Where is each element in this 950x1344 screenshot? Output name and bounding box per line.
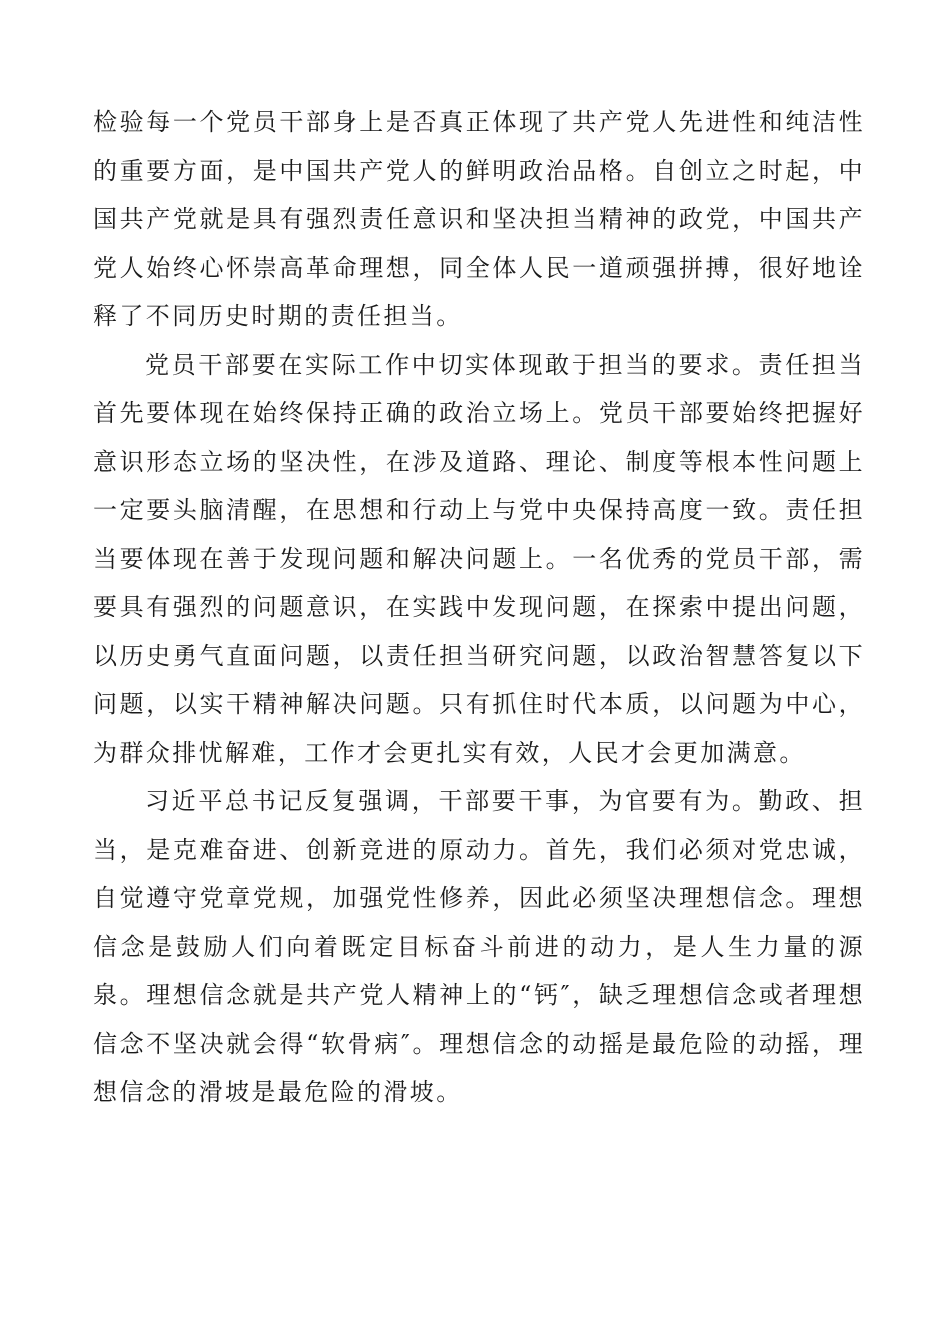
document-body (93, 98, 865, 1117)
paragraph-1: 检验每一个党员干部身上是否真正体现了共产党人先进性和纯洁性的重要方面，是中国共产党人的鲜明政治品格。自创立之时起，中国共产党就是具有强烈责任意识和坚决担当精神的政党，中国共产党人始终心怀崇高革命理想，同全体人民一道顽强拼搏，很好地诠释了不同历史时期的责任担当。 (93, 108, 865, 330)
paragraph-3: 习近平总书记反复强调，干部要干事，为官要有为。勤政、担当，是克难奋进、创新竞进的原动力。首先，我们必须对党忠诚，自觉遵守党章党规，加强党性修养，因此必须坚决理想信念。理想信念是鼓励人们向着既定目标奋斗前进的动力，是人生力量的源泉。理想信念就是共产党人精神上的“钙″，缺乏理想信念或者理想信念不坚决就会得“软骨病″。理想信念的动摇是最危险的动摇，理想信念的滑坡是最危险的滑坡。 (93, 787, 865, 1106)
paragraph-2: 党员干部要在实际工作中切实体现敢于担当的要求。责任担当首先要体现在始终保持正确的政治立场上。党员干部要始终把握好意识形态立场的坚决性，在涉及道路、理论、制度等根本性问题上一定要头脑清醒，在思想和行动上与党中央保持高度一致。责任担当要体现在善于发现问题和解决问题上。一名优秀的党员干部，需要具有强烈的问题意识，在实践中发现问题，在探索中提出问题，以历史勇气直面问题，以责任担当研究问题，以政治智慧答复以下问题，以实干精神解决问题。只有抓住时代本质，以问题为中心，为群众排忧解难，工作才会更扎实有效，人民才会更加满意。 (93, 350, 865, 767)
